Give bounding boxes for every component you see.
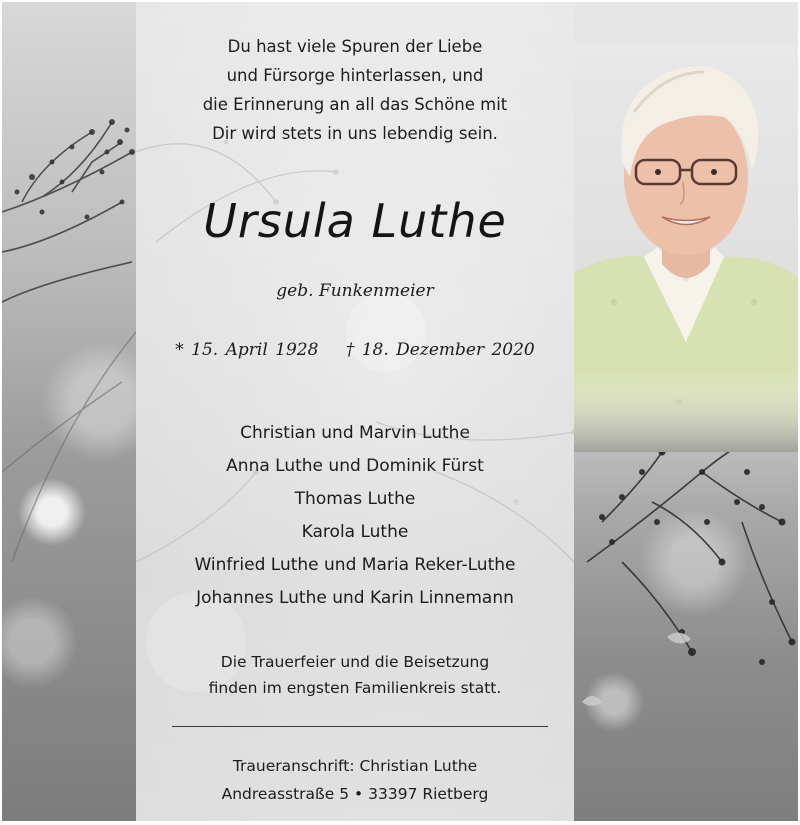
- mourning-address: [136, 752, 574, 808]
- mourner: Thomas Luthe: [294, 489, 416, 509]
- mourner: Johannes Luthe und Karin Linnemann: [196, 588, 514, 608]
- memorial-verse: [136, 32, 574, 148]
- mourner: Christian und Marvin Luthe: [240, 423, 470, 443]
- funeral-line: finden im engsten Familienkreis statt.: [208, 679, 502, 697]
- mourner: Winfried Luthe und Maria Reker-Luthe: [194, 555, 516, 575]
- life-dates: [136, 340, 574, 360]
- mourner: Anna Luthe und Dominik Fürst: [226, 456, 484, 476]
- address-contact: Traueranschrift: Christian Luthe: [232, 757, 478, 775]
- verse-line: Du hast viele Spuren der Liebe: [227, 37, 483, 56]
- verse-line: und Fürsorge hinterlassen, und: [226, 66, 484, 85]
- obituary-notice: [2, 2, 798, 821]
- verse-line: die Erinnerung an all das Schöne mit: [202, 95, 508, 114]
- funeral-note: [136, 649, 574, 701]
- text-panel: [136, 2, 574, 821]
- deceased-name: Ursula Luthe: [203, 194, 507, 248]
- verse-line: Dir wird stets in uns lebendig sein.: [212, 124, 498, 143]
- portrait-photo: [574, 42, 798, 452]
- mourners-list: [136, 417, 574, 615]
- address-street: Andreasstraße 5 • 33397 Rietberg: [221, 785, 489, 803]
- mourner: Karola Luthe: [301, 522, 409, 542]
- divider: [172, 726, 548, 727]
- funeral-line: Die Trauerfeier und die Beisetzung: [220, 653, 490, 671]
- birth-name: geb. Funkenmeier: [276, 281, 434, 301]
- death-date: † 18. Dezember 2020: [345, 340, 535, 360]
- birth-date: * 15. April 1928: [175, 340, 319, 360]
